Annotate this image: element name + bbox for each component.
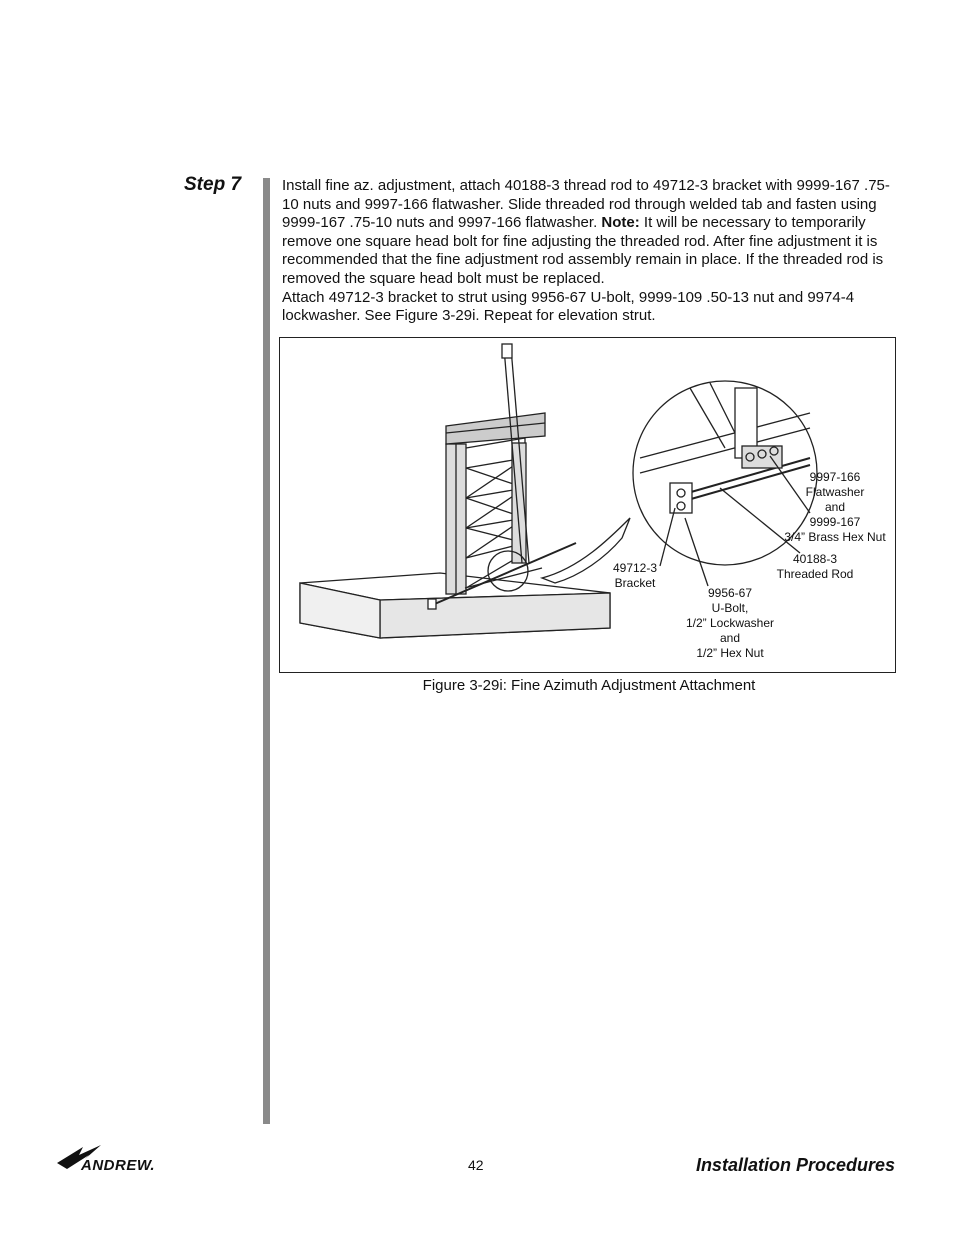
note-label: Note: [601,214,640,232]
andrew-logo-text: ANDREW. [81,1157,156,1174]
side-bar [263,178,270,1124]
callout-threaded-rod: 40188-3 Threaded Rod [776,552,854,581]
figure-frame [279,337,896,673]
instruction-text-b: It will be necessary to temporarily remove one square head bolt for fine adjusting the threaded rod. After fine adjustment it is recommended that the fine adjustment rod assembly remain in place. If the threaded rod is removed the square head bolt must be replaced. [282,214,884,287]
section-title: Installation Procedures [695,1155,895,1175]
step-label: Step 7 [184,174,242,195]
instruction-text-a: Install fine az. adjustment, attach 40188-3 thread rod to 49712-3 bracket with 9999-167 .75-10 nuts and 9997-166 flatwasher. Slide threaded rod through welded tab and fasten using 9999-167 .75-10 nuts and 9997-166 flatwasher. [282,177,890,232]
callout-bracket: 49712-3 Bracket [612,561,658,590]
instruction-paragraph-2: Attach 49712-3 bracket to strut using 9956-67 U-bolt, 9999-109 .50-13 nut and 9974-4 lockwasher. See Figure 3-29i. Repeat for elevation strut. [282,288,855,325]
page-number: 42 [468,1157,484,1173]
figure-caption: Figure 3-29i: Fine Azimuth Adjustment Attachment [422,677,756,694]
callout-u-bolt: 9956-67 U-Bolt, 1/2” Lockwasher and 1/2” Hex Nut [685,586,775,660]
instruction-text [282,177,894,326]
instruction-paragraph-1 [282,177,894,289]
callout-flatwasher: 9997-166 Flatwasher and 9999-167 3/4” Brass Hex Nut [784,470,886,544]
